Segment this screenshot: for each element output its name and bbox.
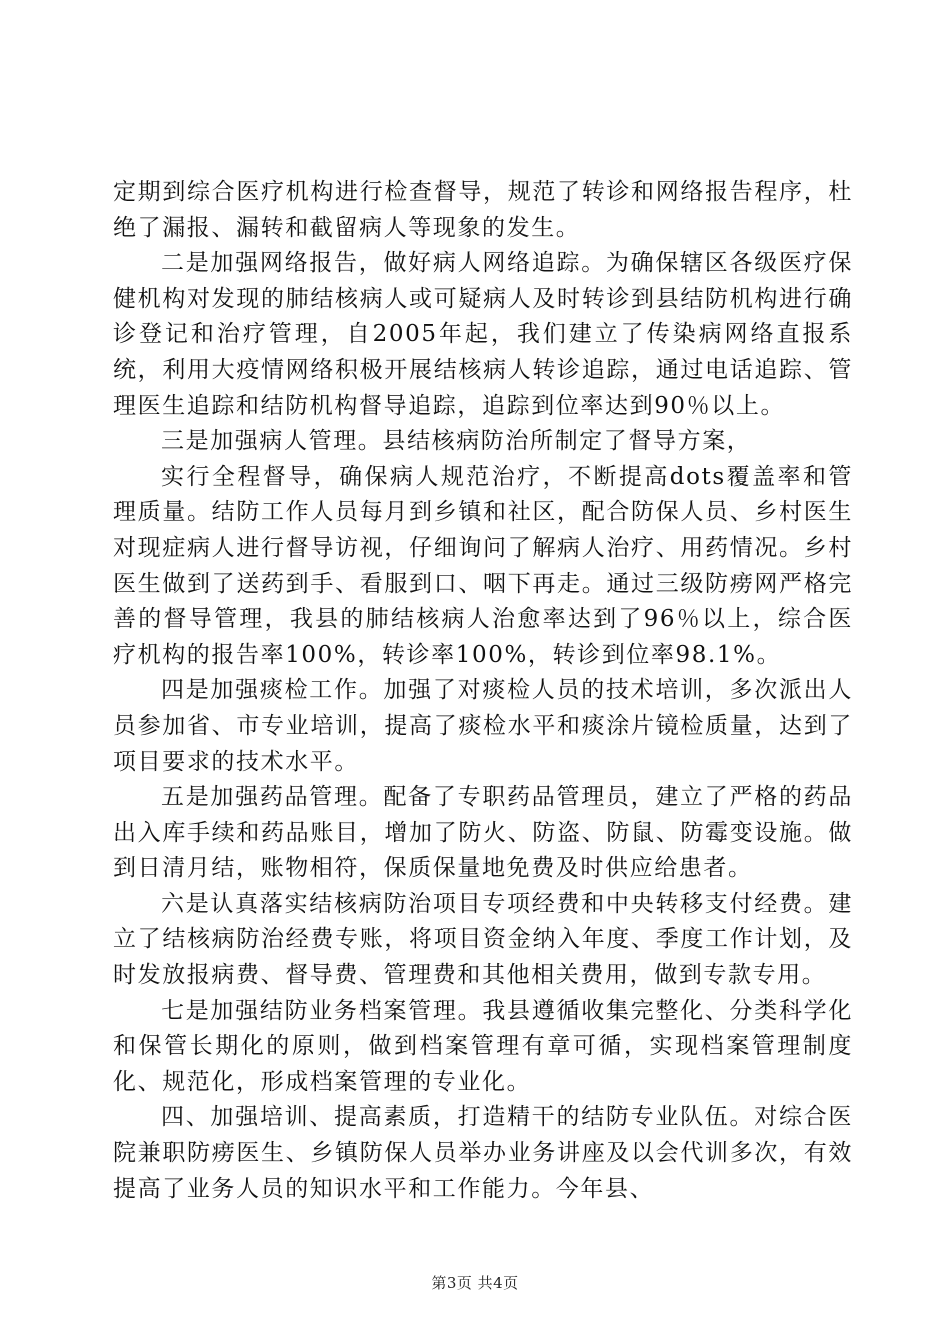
paragraph-patient-management: 三是加强病人管理。县结核病防治所制定了督导方案，: [161, 428, 752, 455]
paragraph-supervision: 实行全程督导，确保病人规范治疗，不断提高dots覆盖率和管理质量。结防工作人员每月到乡镇和社区，配合防保人员、乡村医生对现症病人进行督导访视，仔细询问了解病人治疗、用药情况。乡村医生做到了送药到手、看服到口、咽下再走。通过三级防痨网严格完善的督导管理，我县的肺结核病人治愈率达到了96％以上，综合医疗机构的报告率100%，转诊率100%，转诊到位率98.1%。: [113, 463, 853, 668]
page-footer: 第3页 共4页: [431, 1274, 519, 1292]
paragraph-drug-management: 五是加强药品管理。配备了专职药品管理员，建立了严格的药品出入库手续和药品账目，增加了防火、防盗、防鼠、防霉变设施。做到日清月结，账物相符，保质保量地免费及时供应给患者。: [113, 784, 853, 882]
paragraph-funding: 六是认真落实结核病防治项目专项经费和中央转移支付经费。建立了结核病防治经费专账，将项目资金纳入年度、季度工作计划，及时发放报病费、督导费、管理费和其他相关费用，做到专款专用。: [113, 890, 853, 989]
paragraph-network-reporting: 二是加强网络报告，做好病人网络追踪。为确保辖区各级医疗保健机构对发现的肺结核病人或可疑病人及时转诊到县结防机构进行确诊登记和治疗管理，自2005年起，我们建立了传染病网络直报系统，利用大疫情网络积极开展结核病人转诊追踪，通过电话追踪、管理医生追踪和结防机构督导追踪，追踪到位率达到90％以上。: [113, 250, 853, 419]
paragraph-continuation: 定期到综合医疗机构进行检查督导，规范了转诊和网络报告程序，杜绝了漏报、漏转和截留病人等现象的发生。: [113, 179, 853, 241]
document-body: [113, 175, 853, 1207]
paragraph-archives: 七是加强结防业务档案管理。我县遵循收集完整化、分类科学化和保管长期化的原则，做到档案管理有章可循，实现档案管理制度化、规范化，形成档案管理的专业化。: [113, 997, 853, 1095]
paragraph-training: 四、加强培训、提高素质，打造精干的结防专业队伍。对综合医院兼职防痨医生、乡镇防保人员举办业务讲座及以会代训多次，有效提高了业务人员的知识水平和工作能力。今年县、: [113, 1104, 853, 1202]
paragraph-sputum-test: 四是加强痰检工作。加强了对痰检人员的技术培训，多次派出人员参加省、市专业培训，提高了痰检水平和痰涂片镜检质量，达到了项目要求的技术水平。: [113, 677, 853, 775]
